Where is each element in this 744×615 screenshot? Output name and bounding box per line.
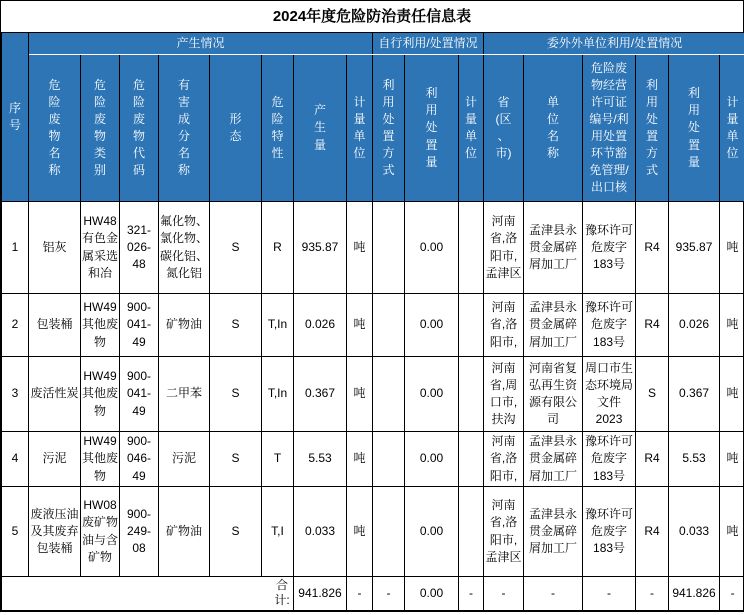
col-header-license-number: 危险废物经营许可证编号/利用处置环节豁免管理/出口核: [583, 55, 636, 202]
col-header-self-disposal-method: 利用处置方式: [373, 55, 405, 202]
cell-self-disposal-method: [373, 487, 405, 577]
cell-unit-1: 吨: [347, 294, 373, 357]
col-header-unit-3: 计量单位: [720, 55, 744, 202]
cell-waste-name: 包装桶: [29, 294, 81, 357]
cell-generated-amount: 0.033: [294, 487, 347, 577]
cell-self-disposal-method: [373, 294, 405, 357]
cell-unit-3: 吨: [720, 357, 744, 432]
group-header-row: [2, 33, 744, 55]
cell-unit-1: 吨: [347, 357, 373, 432]
col-header-unit-name: 单位名称: [524, 55, 583, 202]
cell-waste-category: HW08废矿物油与含矿物: [81, 487, 120, 577]
total-unit-name: -: [524, 577, 583, 611]
table-row: [2, 294, 744, 357]
col-header-waste-code: 危险废物代码: [120, 55, 159, 202]
table-header: [2, 33, 744, 202]
col-header-hazard-property: 危险特性: [262, 55, 294, 202]
total-license-number: -: [583, 577, 636, 611]
cell-out-disposal-amount: 0.367: [669, 357, 720, 432]
col-header-unit-2: 计量单位: [459, 55, 484, 202]
cell-unit-2: [459, 487, 484, 577]
cell-province: 河南省,洛阳市,: [484, 432, 524, 487]
cell-generated-amount: 935.87: [294, 202, 347, 294]
group-header-outsourced-disposal: 委外外单位利用/处置情况: [484, 33, 744, 55]
total-unit-2: -: [459, 577, 484, 611]
cell-hazard-property: T,In: [262, 294, 294, 357]
page-title: 2024年度危险防治责任信息表: [1, 1, 743, 32]
cell-waste-category: HW48有色金属采选和冶: [81, 202, 120, 294]
col-header-waste-name: 危险废物名称: [29, 55, 81, 202]
table-footer: [2, 577, 744, 611]
cell-waste-category: HW49其他废物: [81, 357, 120, 432]
cell-unit-1: 吨: [347, 487, 373, 577]
cell-waste-category: HW49其他废物: [81, 432, 120, 487]
total-self-disposal-amount: 0.00: [405, 577, 459, 611]
cell-serial: 1: [2, 202, 29, 294]
table-row: [2, 487, 744, 577]
col-header-out-disposal-method: 利用处置方式: [636, 55, 669, 202]
cell-harmful-component: 矿物油: [159, 294, 210, 357]
cell-unit-3: 吨: [720, 432, 744, 487]
cell-self-disposal-amount: 0.00: [405, 487, 459, 577]
cell-self-disposal-amount: 0.00: [405, 432, 459, 487]
cell-waste-name: 废液压油及其废弃包装桶: [29, 487, 81, 577]
cell-serial: 4: [2, 432, 29, 487]
group-header-self-disposal: 自行利用/处置情况: [373, 33, 484, 55]
cell-form: S: [210, 357, 262, 432]
group-header-generation: 产生情况: [29, 33, 373, 55]
cell-out-disposal-method: R4: [636, 294, 669, 357]
cell-unit-1: 吨: [347, 432, 373, 487]
cell-unit-2: [459, 432, 484, 487]
cell-license-number: 豫环许可危废字183号: [583, 432, 636, 487]
cell-unit-name: 孟津县永贯金属碎屑加工厂: [524, 294, 583, 357]
cell-form: S: [210, 487, 262, 577]
cell-form: S: [210, 202, 262, 294]
total-label-cell: [2, 577, 294, 611]
total-out-disposal-amount: 941.826: [669, 577, 720, 611]
cell-license-number: 豫环许可危废字183号: [583, 202, 636, 294]
cell-license-number: 周口市生态环境局文件2023: [583, 357, 636, 432]
total-out-disposal-method: -: [636, 577, 669, 611]
cell-out-disposal-amount: 5.53: [669, 432, 720, 487]
cell-unit-2: [459, 294, 484, 357]
col-header-unit-1: 计量单位: [347, 55, 373, 202]
cell-self-disposal-method: [373, 202, 405, 294]
cell-out-disposal-method: R4: [636, 202, 669, 294]
col-header-form: 形态: [210, 55, 262, 202]
cell-province: 河南省,洛阳市,: [484, 294, 524, 357]
table-row: [2, 357, 744, 432]
cell-out-disposal-amount: 0.026: [669, 294, 720, 357]
cell-unit-name: 孟津县永贯金属碎屑加工厂: [524, 487, 583, 577]
cell-form: S: [210, 432, 262, 487]
cell-out-disposal-amount: 935.87: [669, 202, 720, 294]
cell-out-disposal-method: R4: [636, 487, 669, 577]
cell-harmful-component: 矿物油: [159, 487, 210, 577]
col-header-harmful-component: 有害成分名称: [159, 55, 210, 202]
cell-form: S: [210, 294, 262, 357]
waste-info-table: [1, 32, 744, 611]
col-header-serial-label: 序号: [8, 100, 21, 132]
cell-hazard-property: T: [262, 432, 294, 487]
cell-waste-code: 321-026-48: [120, 202, 159, 294]
cell-harmful-component: 氟化物、氯化物、碳化铝、氮化铝: [159, 202, 210, 294]
cell-waste-name: 铝灰: [29, 202, 81, 294]
cell-unit-3: 吨: [720, 487, 744, 577]
cell-self-disposal-method: [373, 432, 405, 487]
cell-unit-3: 吨: [720, 294, 744, 357]
total-unit-1: -: [347, 577, 373, 611]
cell-hazard-property: T,In: [262, 357, 294, 432]
cell-generated-amount: 0.026: [294, 294, 347, 357]
cell-waste-code: 900-041-49: [120, 357, 159, 432]
column-header-row: [2, 55, 744, 202]
cell-waste-code: 900-041-49: [120, 294, 159, 357]
col-header-out-disposal-amount: 利用处置量: [669, 55, 720, 202]
cell-serial: 5: [2, 487, 29, 577]
cell-serial: 2: [2, 294, 29, 357]
cell-self-disposal-amount: 0.00: [405, 357, 459, 432]
cell-generated-amount: 0.367: [294, 357, 347, 432]
cell-self-disposal-amount: 0.00: [405, 294, 459, 357]
cell-province: 河南省,周口市,扶沟: [484, 357, 524, 432]
cell-license-number: 豫环许可危废字183号: [583, 294, 636, 357]
cell-self-disposal-amount: 0.00: [405, 202, 459, 294]
cell-hazard-property: R: [262, 202, 294, 294]
cell-unit-name: 河南省复弘再生资源有限公司: [524, 357, 583, 432]
cell-province: 河南省,洛阳市,孟津区: [484, 487, 524, 577]
col-header-generated-amount: 产生量: [294, 55, 347, 202]
cell-serial: 3: [2, 357, 29, 432]
cell-unit-name: 孟津县永贯金属碎屑加工厂: [524, 432, 583, 487]
total-label: 合计:: [274, 577, 290, 608]
table-row: [2, 432, 744, 487]
col-header-province: 省(区、市): [484, 55, 524, 202]
total-unit-3: -: [720, 577, 744, 611]
cell-hazard-property: T,I: [262, 487, 294, 577]
cell-out-disposal-amount: 0.033: [669, 487, 720, 577]
cell-out-disposal-method: R4: [636, 432, 669, 487]
total-row: [2, 577, 744, 611]
cell-waste-name: 废活性炭: [29, 357, 81, 432]
col-header-serial: [2, 33, 29, 202]
cell-unit-1: 吨: [347, 202, 373, 294]
table-body: [2, 202, 744, 577]
cell-unit-name: 孟津县永贯金属碎屑加工厂: [524, 202, 583, 294]
cell-harmful-component: 污泥: [159, 432, 210, 487]
cell-license-number: 豫环许可危废字183号: [583, 487, 636, 577]
cell-out-disposal-method: S: [636, 357, 669, 432]
cell-unit-2: [459, 357, 484, 432]
cell-harmful-component: 二甲苯: [159, 357, 210, 432]
cell-unit-2: [459, 202, 484, 294]
total-generated-amount: 941.826: [294, 577, 347, 611]
col-header-waste-category: 危险废物类别: [81, 55, 120, 202]
col-header-self-disposal-amount: 利用处置量: [405, 55, 459, 202]
cell-waste-name: 污泥: [29, 432, 81, 487]
cell-waste-category: HW49其他废物: [81, 294, 120, 357]
cell-generated-amount: 5.53: [294, 432, 347, 487]
total-self-disposal-method: -: [373, 577, 405, 611]
cell-unit-3: 吨: [720, 202, 744, 294]
table-row: [2, 202, 744, 294]
total-province: -: [484, 577, 524, 611]
cell-province: 河南省,洛阳市,孟津区: [484, 202, 524, 294]
cell-waste-code: 900-046-49: [120, 432, 159, 487]
cell-waste-code: 900-249-08: [120, 487, 159, 577]
cell-self-disposal-method: [373, 357, 405, 432]
